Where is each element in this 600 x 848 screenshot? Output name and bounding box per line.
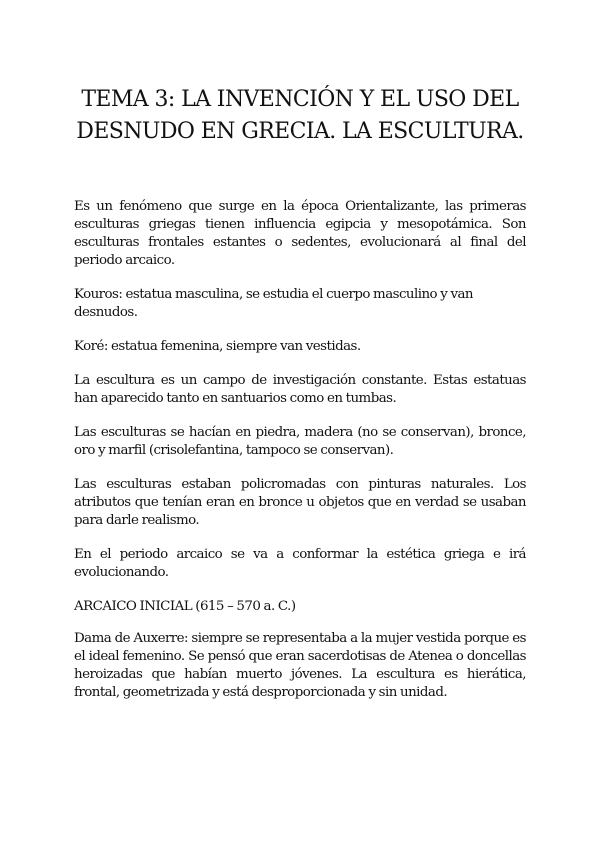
paragraph-policromia: Las esculturas estaban policromadas con pinturas naturales. Los atributos que tenían eran en bronce u objetos que en verdad se usaban para darle realismo. xyxy=(74,477,526,528)
title-line-1: TEMA 3: LA INVENCIÓN Y EL USO DEL xyxy=(81,87,519,112)
paragraph-kouros: Kouros: estatua masculina, se estudia el cuerpo masculino y van desnudos. xyxy=(74,287,473,320)
paragraph-dama-de-auxerre: Dama de Auxerre: siempre se representaba a la mujer vestida porque es el ideal femenino. Se pensó que eran sacerdotisas de Atenea o doncellas heroizadas que habían muerto jóvenes. La escultura es hierática, frontal, geometrizada y está desproporcionada y sin unidad. xyxy=(74,631,526,700)
document-body xyxy=(74,198,526,718)
paragraph-intro: Es un fenómeno que surge en la época Orientalizante, las primeras esculturas griegas tienen influencia egipcia y mesopotámica. Son esculturas frontales estantes o sedentes, evolucionará al final del periodo arcaico. xyxy=(74,199,526,268)
title-line-2: DESNUDO EN GRECIA. LA ESCULTURA. xyxy=(76,119,524,144)
paragraph-materiales: Las esculturas se hacían en piedra, madera (no se conservan), bronce, oro y marfil (crisolefantina, tampoco se conservan). xyxy=(74,425,526,458)
page-title xyxy=(60,84,540,148)
paragraph-kore: Koré: estatua femenina, siempre van vestidas. xyxy=(74,339,361,354)
paragraph-periodo-arcaico: En el periodo arcaico se va a conformar la estética griega e irá evolucionando. xyxy=(74,547,526,580)
paragraph-investigacion: La escultura es un campo de investigación constante. Estas estatuas han aparecido tanto en santuarios como en tumbas. xyxy=(74,373,526,406)
section-heading-arcaico-inicial: ARCAICO INICIAL (615 – 570 a. C.) xyxy=(74,599,296,614)
